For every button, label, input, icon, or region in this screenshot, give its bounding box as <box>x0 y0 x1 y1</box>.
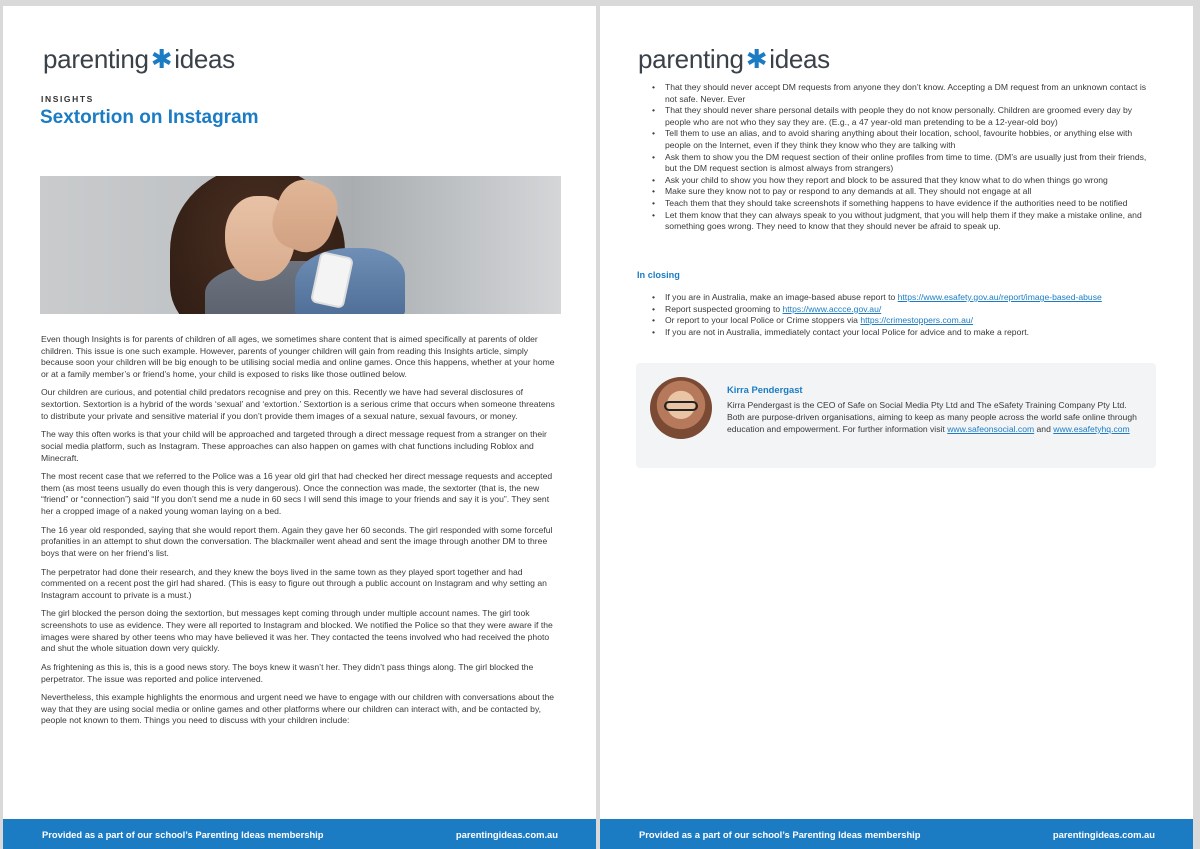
brand-logo <box>43 44 235 75</box>
footer-membership-text: Provided as a part of our school’s Parenting Ideas membership <box>42 828 324 840</box>
paragraph: Nevertheless, this example highlights the enormous and urgent need we have to engage with our children with conversations about the way that they are using social media or online games and other platforms where our children can interact with, and be contacted by, people not known to them. Things you need to discuss with your children include: <box>41 692 555 726</box>
list-item: • Make sure they know not to pay or respond to any demands at all. They should not engage at all <box>648 186 1158 198</box>
list-item: • That they should never accept DM requests from anyone they don’t know. Accepting a DM request from an unknown contact is not safe. Never. Ever <box>648 82 1158 105</box>
article-body <box>41 334 562 734</box>
author-box <box>636 363 1156 468</box>
avatar <box>650 377 712 439</box>
accce-link[interactable]: https://www.accce.gov.au/ <box>782 303 882 314</box>
esafety-link[interactable]: https://www.esafety.gov.au/report/image-based-abuse <box>897 292 1102 302</box>
paragraph: The most recent case that we referred to the Police was a 16 year old girl that had checked her direct message requests and accepted them (as most teens usually do even though this is very dangerous). Once the connection was made, the sextorter (that is, the new “friend” or “connection”) said “If you don’t send me a nude in 60 secs I will send this image to your friends and say it is you”. They sent her a cropped image of a naked young woman laying on a bed. <box>41 471 553 516</box>
list-item-text: If you are not in Australia, immediately contact your local Police for advice and to make a report. <box>665 326 1029 337</box>
paragraph: As frightening as this is, this is a good news story. The boys knew it wasn’t her. They didn’t pass things along. The girl blocked the perpetrator. The issue was reported and police intervened. <box>41 661 534 684</box>
list-item: • Ask them to show you the DM request section of their online profiles from time to time. (DM’s are usually just from their friends, but the DM request section is almost always from strangers) <box>648 152 1158 175</box>
page-right <box>600 6 1193 849</box>
footer-website-link[interactable]: parentingideas.com.au <box>455 828 558 840</box>
paragraph: The 16 year old responded, saying that she would report them. Again they gave her 60 seconds. The girl responded with some forceful profanities in an attempt to shut down the conversation. The blackmailer went ahead and sent the image through another DM to three boys that were on her friend’s list. <box>41 524 553 558</box>
logo-word-ideas: ideas <box>769 44 830 74</box>
page-left <box>3 6 596 849</box>
closing-heading: In closing <box>637 270 680 280</box>
article-photo <box>40 176 561 314</box>
logo-word-ideas: ideas <box>174 44 235 74</box>
logo-star-icon: ✱ <box>150 44 173 75</box>
crimestoppers-link[interactable]: https://crimestoppers.com.au/ <box>860 315 974 326</box>
author-bio-text: and <box>1034 424 1054 434</box>
logo-star-icon: ✱ <box>745 44 768 75</box>
discussion-list <box>648 82 1158 233</box>
article-title: Sextortion on Instagram <box>40 107 259 128</box>
paragraph: The perpetrator had done their research, and they knew the boys lived in the same town as they played sport together and had commented on a recent post the girl had shared. (This is easy to figure out through a public account on Instagram and why setting an Instagram account to private is a must.) <box>41 566 547 600</box>
safeonsocial-link[interactable]: www.safeonsocial.com <box>947 424 1035 434</box>
list-item-text: Report suspected grooming to <box>665 303 783 314</box>
list-item-text: If you are in Australia, make an image-based abuse report to <box>665 292 898 302</box>
paragraph: The girl blocked the person doing the sextortion, but messages kept coming through under multiple account names. The girl took screenshots to use as evidence. They were all reported to Instagram and blocked. We notified the Police so that they were aware if the images were shared by other teens who may have believed it was her. They contacted the teens involved who had received the photo and shut the whole situation down very quickly. <box>41 608 553 654</box>
list-item <box>648 327 1158 339</box>
paragraph: Our children are curious, and potential child predators recognise and prey on this. Recently we have had several disclosures of sextortion. Sextortion is a hybrid of the words ‘sexual’ and ‘extortion.’ Sextortion is a serious crime that occurs when someone threatens to distribute your private and sensitive material if you don’t provide them images of a sexual nature, sexual favours, or money. <box>41 387 555 421</box>
list-item <box>648 315 1158 327</box>
logo-word-parenting: parenting <box>638 44 744 74</box>
list-item <box>648 292 1158 304</box>
brand-logo <box>638 44 830 75</box>
list-item: • Teach them that they should take screenshots if something happens to have evidence if the authorities need to be notified <box>648 198 1158 210</box>
author-bio-text: Kirra Pendergast is the CEO of Safe on Social Media Pty Ltd and The eSafety Training Company Pty Ltd. Both are purpose-driven organisations, aiming to keep as many people across the world safe online through education and empowerment. For further information visit <box>727 400 1137 434</box>
author-name: Kirra Pendergast <box>727 384 803 395</box>
paragraph: Even though Insights is for parents of children of all ages, we sometimes share content that is aimed specifically at parents of older children. This issue is one such example. However, parents of younger children will gain from reading this Insights article, simply because soon your children will be big enough to be utilising social media and online games. Once this happens, whether at your home or at a family member’s or friend’s home, your child is exposed to risks like those outlined below. <box>41 334 555 379</box>
footer-website-link[interactable]: parentingideas.com.au <box>1052 828 1155 840</box>
footer-bar <box>3 819 596 849</box>
footer-bar <box>600 819 1193 849</box>
list-item <box>648 304 1158 316</box>
list-item: • Let them know that they can always speak to you without judgment, that you will help them if they make a mistake online, and something goes wrong. They need to know that they should never be afraid to speak up. <box>648 210 1158 233</box>
closing-list <box>648 292 1158 338</box>
footer-membership-text: Provided as a part of our school’s Parenting Ideas membership <box>639 828 921 840</box>
author-bio <box>727 399 1142 435</box>
list-item-text: Or report to your local Police or Crime stoppers via <box>665 315 861 326</box>
logo-word-parenting: parenting <box>43 44 149 74</box>
list-item: • Tell them to use an alias, and to avoid sharing anything about their location, school, favourite hobbies, or anything else with people on the Internet, even if they think they know who they are talking with <box>648 128 1158 151</box>
list-item: • That they should never share personal details with people they do not know personally. Children are groomed every day by people who are not who they say they are. (E.g., a 47 year-old man pretending to be a 12-year-old boy) <box>648 105 1158 128</box>
section-eyebrow: INSIGHTS <box>41 94 94 104</box>
paragraph: The way this often works is that your child will be approached and targeted through a direct message request from a stranger on their social media platform, such as Instagram. These approaches can also happen on games with chat functions including Roblox and Minecraft. <box>41 429 547 463</box>
list-item: • Ask your child to show you how they report and block to be assured that they know what to do when things go wrong <box>648 175 1158 187</box>
esafetyhq-link[interactable]: www.esafetyhq.com <box>1053 424 1130 434</box>
